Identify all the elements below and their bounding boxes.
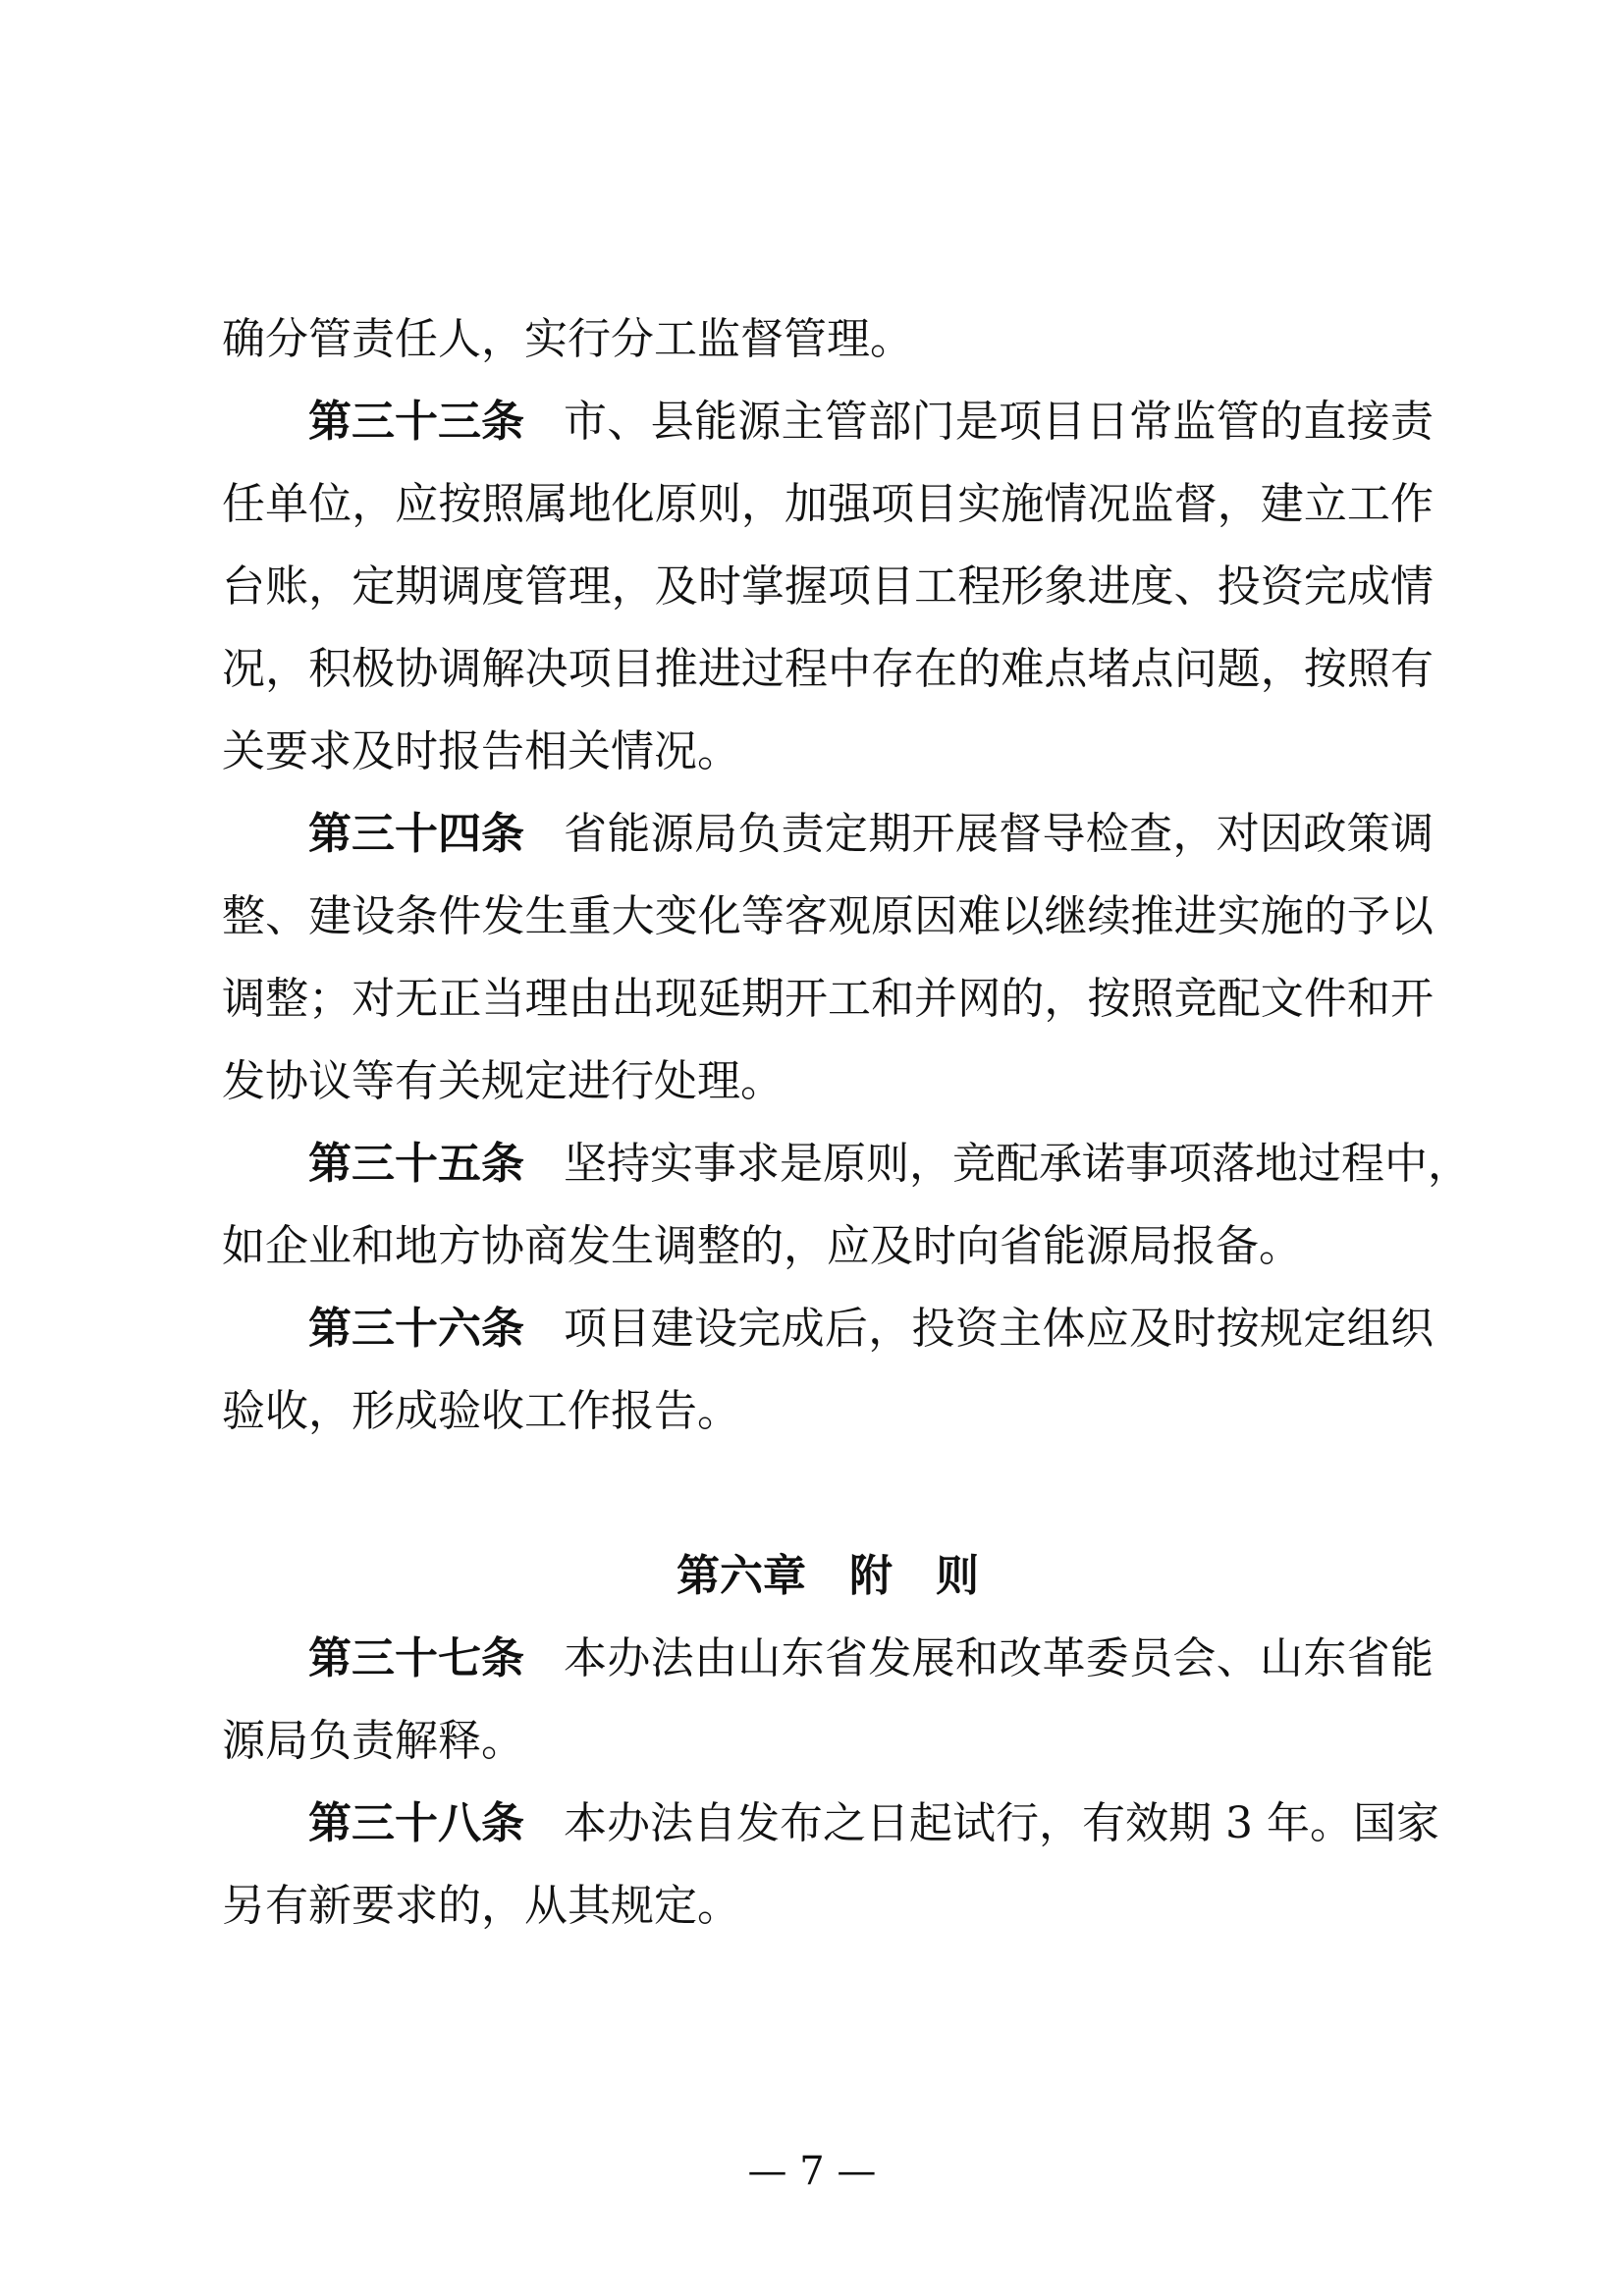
page-number: — 7 — xyxy=(747,2149,877,2194)
paragraph-line: 另有新要求的，从其规定。 xyxy=(222,1881,740,1931)
paragraph-line: 本办法自发布之日起试行，有效期 3 年。国家 xyxy=(564,1798,1439,1848)
article-34 xyxy=(222,793,1434,1123)
paragraph-line: 本办法由山东省发展和改革委员会、山东省能 xyxy=(564,1633,1434,1683)
paragraph-line: 坚持实事求是原则，竞配承诺事项落地过程中， xyxy=(564,1139,1471,1189)
paragraph-line: 况，积极协调解决项目推进过程中存在的难点堵点问题，按照有 xyxy=(222,644,1434,694)
article-33 xyxy=(222,381,1434,793)
paragraph-line: 市、县能源主管部门是项目日常监管的直接责 xyxy=(564,397,1434,447)
article-label: 第三十三条 xyxy=(308,397,524,447)
paragraph-line: 调整；对无正当理由出现延期开工和并网的，按照竞配文件和开 xyxy=(222,974,1434,1024)
chapter-heading: 第六章 附 则 xyxy=(677,1551,979,1601)
paragraph-line: 发协议等有关规定进行处理。 xyxy=(222,1056,784,1106)
article-label: 第三十七条 xyxy=(308,1633,524,1683)
paragraph-line: 整、建设条件发生重大变化等客观原因难以继续推进实施的予以 xyxy=(222,891,1434,941)
document-body xyxy=(222,298,1471,1948)
paragraph-line: 省能源局负责定期开展督导检查，对因政策调 xyxy=(564,809,1434,859)
article-label: 第三十八条 xyxy=(308,1798,524,1848)
article-36 xyxy=(222,1288,1434,1453)
paragraph-line: 项目建设完成后，投资主体应及时按规定组织 xyxy=(564,1304,1434,1354)
paragraph-line: 台账，定期调度管理，及时掌握项目工程形象进度、投资完成情 xyxy=(222,561,1434,612)
paragraph-line: 如企业和地方协商发生调整的，应及时向省能源局报备。 xyxy=(222,1221,1302,1271)
article-35 xyxy=(222,1123,1471,1288)
paragraph-line: 验收，形成验收工作报告。 xyxy=(222,1386,740,1436)
paragraph-line: 源局负责解释。 xyxy=(222,1716,524,1766)
article-label: 第三十五条 xyxy=(308,1139,524,1189)
article-37 xyxy=(222,1618,1434,1783)
article-38 xyxy=(222,1783,1439,1948)
article-label: 第三十四条 xyxy=(308,809,524,859)
paragraph-line: 确分管责任人，实行分工监督管理。 xyxy=(222,314,913,364)
article-label: 第三十六条 xyxy=(308,1304,524,1354)
paragraph-line: 关要求及时报告相关情况。 xyxy=(222,726,740,776)
paragraph-line: 任单位，应按照属地化原则，加强项目实施情况监督，建立工作 xyxy=(222,479,1434,529)
